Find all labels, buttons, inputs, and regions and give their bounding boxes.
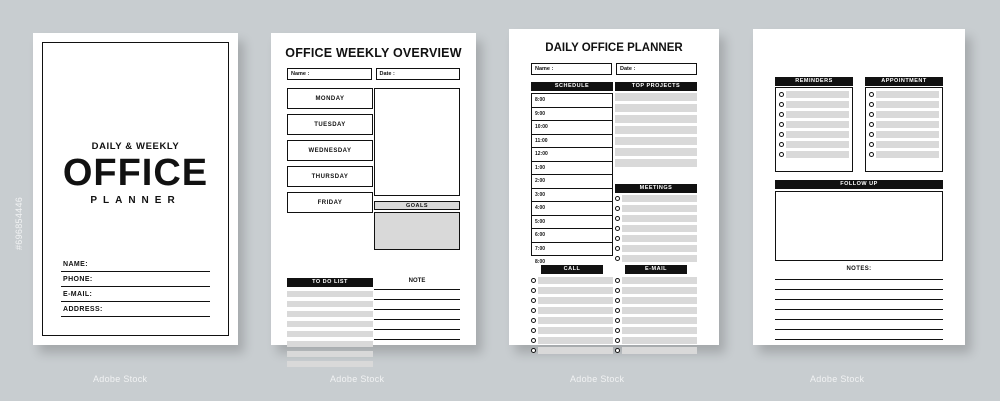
call-row[interactable] <box>531 287 613 294</box>
appointment-row[interactable] <box>869 101 939 108</box>
email-row[interactable] <box>615 347 697 354</box>
checkbox-circle-icon[interactable] <box>779 132 784 137</box>
checkbox-circle-icon[interactable] <box>779 112 784 117</box>
email-line[interactable] <box>622 287 697 294</box>
todo-line[interactable] <box>287 291 373 297</box>
notes-line[interactable] <box>775 309 943 310</box>
meeting-line[interactable] <box>622 205 697 212</box>
appointment-line[interactable] <box>876 151 939 158</box>
note-line[interactable] <box>374 329 460 330</box>
appointment-row[interactable] <box>869 141 939 148</box>
call-line[interactable] <box>538 327 613 334</box>
meeting-row[interactable] <box>615 235 697 242</box>
appointment-row[interactable] <box>869 131 939 138</box>
call-line[interactable] <box>538 307 613 314</box>
checkbox-circle-icon[interactable] <box>615 206 620 211</box>
top-projects-list <box>615 93 697 170</box>
note-label: NOTE <box>408 278 426 284</box>
email-label: E-MAIL <box>625 265 687 274</box>
field-phone[interactable]: PHONE: <box>61 272 210 287</box>
field-name[interactable]: NAME: <box>61 257 210 272</box>
reminder-line[interactable] <box>786 91 849 98</box>
appointment-row[interactable] <box>869 111 939 118</box>
notes-line[interactable] <box>775 299 943 300</box>
reminder-line[interactable] <box>786 141 849 148</box>
cover-fields <box>61 257 210 317</box>
notes-line[interactable] <box>775 329 943 330</box>
goals-box[interactable] <box>374 212 460 250</box>
checkbox-circle-icon[interactable] <box>615 318 620 323</box>
appointment-label: APPOINTMENT <box>865 77 943 86</box>
checkbox-circle-icon[interactable] <box>869 132 874 137</box>
note-lines <box>374 289 460 349</box>
day-wednesday[interactable]: WEDNESDAY <box>287 140 373 161</box>
checkbox-circle-icon[interactable] <box>779 92 784 97</box>
weekly-date-input[interactable]: Date : <box>376 68 461 80</box>
watermark-left: #696854446 <box>14 196 24 250</box>
call-line[interactable] <box>538 337 613 344</box>
top-project-row[interactable] <box>615 137 697 145</box>
cover-title-block <box>33 141 238 206</box>
checkbox-circle-icon[interactable] <box>531 348 536 353</box>
checkbox-circle-icon[interactable] <box>615 308 620 313</box>
daily-name-date <box>531 63 697 75</box>
top-projects-label: TOP PROJECTS <box>615 82 697 91</box>
page-reminders <box>753 29 965 345</box>
schedule-row[interactable]: 8:00 <box>532 94 612 108</box>
schedule-label: SCHEDULE <box>531 82 613 91</box>
goals-label: GOALS <box>374 201 460 210</box>
reminder-row[interactable] <box>779 141 849 148</box>
schedule-row[interactable]: 9:00 <box>532 108 612 122</box>
todo-line[interactable] <box>287 321 373 327</box>
email-line[interactable] <box>622 337 697 344</box>
call-line[interactable] <box>538 277 613 284</box>
note-line[interactable] <box>374 319 460 320</box>
meeting-row[interactable] <box>615 255 697 262</box>
checkbox-circle-icon[interactable] <box>779 102 784 107</box>
checkbox-circle-icon[interactable] <box>779 142 784 147</box>
checkbox-circle-icon[interactable] <box>615 236 620 241</box>
email-row[interactable] <box>615 337 697 344</box>
call-row[interactable] <box>531 317 613 324</box>
notes-label: NOTES: <box>846 266 872 272</box>
checkbox-circle-icon[interactable] <box>869 102 874 107</box>
cover-title: OFFICE <box>62 152 209 194</box>
weekly-day-list <box>287 88 373 218</box>
meeting-line[interactable] <box>622 255 697 262</box>
schedule-row[interactable]: 12:00 <box>532 148 612 162</box>
reminder-line[interactable] <box>786 151 849 158</box>
checkbox-circle-icon[interactable] <box>615 278 620 283</box>
appointment-line[interactable] <box>876 91 939 98</box>
reminder-row[interactable] <box>779 101 849 108</box>
meeting-line[interactable] <box>622 195 697 202</box>
email-row[interactable] <box>615 307 697 314</box>
watermark-bottom-1: Adobe Stock <box>93 374 148 384</box>
email-line[interactable] <box>622 347 697 354</box>
schedule-row[interactable]: 6:00 <box>532 229 612 243</box>
watermark-bottom-2: Adobe Stock <box>330 374 385 384</box>
checkbox-circle-icon[interactable] <box>779 152 784 157</box>
notes-line[interactable] <box>775 279 943 280</box>
checkbox-circle-icon[interactable] <box>615 328 620 333</box>
appointment-row[interactable] <box>869 121 939 128</box>
email-row[interactable] <box>615 277 697 284</box>
daily-title: DAILY OFFICE PLANNER <box>545 42 683 54</box>
checkbox-circle-icon[interactable] <box>615 298 620 303</box>
top-project-row[interactable] <box>615 159 697 167</box>
meeting-line[interactable] <box>622 215 697 222</box>
schedule-row[interactable]: 7:00 <box>532 243 612 257</box>
appointment-line[interactable] <box>876 141 939 148</box>
todo-line[interactable] <box>287 341 373 347</box>
checkbox-circle-icon[interactable] <box>531 288 536 293</box>
checkbox-circle-icon[interactable] <box>615 338 620 343</box>
todo-line[interactable] <box>287 311 373 317</box>
appointment-line[interactable] <box>876 131 939 138</box>
notes-line[interactable] <box>775 319 943 320</box>
checkbox-circle-icon[interactable] <box>531 298 536 303</box>
checkbox-circle-icon[interactable] <box>531 278 536 283</box>
checkbox-circle-icon[interactable] <box>615 256 620 261</box>
checkbox-circle-icon[interactable] <box>869 142 874 147</box>
reminder-line[interactable] <box>786 111 849 118</box>
top-project-row[interactable] <box>615 93 697 101</box>
meeting-row[interactable] <box>615 205 697 212</box>
cover-subtitle: DAILY & WEEKLY <box>91 141 180 152</box>
reminder-line[interactable] <box>786 101 849 108</box>
field-address[interactable]: ADDRESS: <box>61 302 210 317</box>
reminder-row[interactable] <box>779 131 849 138</box>
appointment-list <box>865 87 943 172</box>
top-project-row[interactable] <box>615 126 697 134</box>
schedule-row[interactable]: 8:00 <box>535 259 546 265</box>
call-line[interactable] <box>538 317 613 324</box>
notes-lines <box>775 279 943 349</box>
reminder-line[interactable] <box>786 121 849 128</box>
daily-date-input[interactable]: Date : <box>616 63 697 75</box>
appointment-line[interactable] <box>876 121 939 128</box>
email-line[interactable] <box>622 277 697 284</box>
checkbox-circle-icon[interactable] <box>779 122 784 127</box>
field-email[interactable]: E-MAIL: <box>61 287 210 302</box>
page-daily-planner <box>509 29 719 345</box>
schedule-row[interactable]: 2:00 <box>532 175 612 189</box>
checkbox-circle-icon[interactable] <box>615 196 620 201</box>
checkbox-circle-icon[interactable] <box>615 288 620 293</box>
checkbox-circle-icon[interactable] <box>531 308 536 313</box>
call-row[interactable] <box>531 327 613 334</box>
email-row[interactable] <box>615 327 697 334</box>
meetings-label: MEETINGS <box>615 184 697 193</box>
email-line[interactable] <box>622 327 697 334</box>
appointment-row[interactable] <box>869 91 939 98</box>
top-project-row[interactable] <box>615 148 697 156</box>
checkbox-circle-icon[interactable] <box>615 348 620 353</box>
meetings-list <box>615 195 697 265</box>
reminder-row[interactable] <box>779 111 849 118</box>
meeting-line[interactable] <box>622 245 697 252</box>
checkbox-circle-icon[interactable] <box>615 226 620 231</box>
checkbox-circle-icon[interactable] <box>531 338 536 343</box>
appointment-line[interactable] <box>876 101 939 108</box>
email-row[interactable] <box>615 287 697 294</box>
meeting-line[interactable] <box>622 235 697 242</box>
call-row[interactable] <box>531 297 613 304</box>
todo-line[interactable] <box>287 361 373 367</box>
appointment-row[interactable] <box>869 151 939 158</box>
checkbox-circle-icon[interactable] <box>869 152 874 157</box>
email-line[interactable] <box>622 317 697 324</box>
schedule-row[interactable]: 3:00 <box>532 189 612 203</box>
todo-line[interactable] <box>287 301 373 307</box>
meeting-row[interactable] <box>615 215 697 222</box>
watermark-bottom-3: Adobe Stock <box>570 374 625 384</box>
email-line[interactable] <box>622 297 697 304</box>
email-row[interactable] <box>615 317 697 324</box>
email-row[interactable] <box>615 297 697 304</box>
checkbox-circle-icon[interactable] <box>531 318 536 323</box>
meeting-row[interactable] <box>615 225 697 232</box>
weekly-title: OFFICE WEEKLY OVERVIEW <box>285 46 462 60</box>
meeting-line[interactable] <box>622 225 697 232</box>
note-line[interactable] <box>374 299 460 300</box>
notes-line[interactable] <box>775 339 943 340</box>
notes-line[interactable] <box>775 289 943 290</box>
page-cover <box>33 33 238 345</box>
checkbox-circle-icon[interactable] <box>869 92 874 97</box>
checkbox-circle-icon[interactable] <box>615 216 620 221</box>
call-row[interactable] <box>531 307 613 314</box>
call-line[interactable] <box>538 297 613 304</box>
reminder-row[interactable] <box>779 151 849 158</box>
weekly-name-date <box>287 68 460 80</box>
reminder-row[interactable] <box>779 91 849 98</box>
call-row[interactable] <box>531 337 613 344</box>
schedule-row[interactable]: 4:00 <box>532 202 612 216</box>
schedule-row[interactable]: 1:00 <box>532 162 612 176</box>
call-list <box>531 277 613 357</box>
page-weekly-overview <box>271 33 476 345</box>
weekly-freeform-box[interactable] <box>374 88 460 196</box>
reminder-row[interactable] <box>779 121 849 128</box>
follow-up-box[interactable] <box>775 191 943 261</box>
appointment-line[interactable] <box>876 111 939 118</box>
follow-up-label: FOLLOW UP <box>775 180 943 189</box>
day-tuesday[interactable]: TUESDAY <box>287 114 373 135</box>
reminders-label: REMINDERS <box>775 77 853 86</box>
call-row[interactable] <box>531 277 613 284</box>
day-monday[interactable]: MONDAY <box>287 88 373 109</box>
top-project-row[interactable] <box>615 115 697 123</box>
day-thursday[interactable]: THURSDAY <box>287 166 373 187</box>
day-friday[interactable]: FRIDAY <box>287 192 373 213</box>
call-row[interactable] <box>531 347 613 354</box>
meeting-row[interactable] <box>615 245 697 252</box>
schedule-row[interactable]: 10:00 <box>532 121 612 135</box>
checkbox-circle-icon[interactable] <box>531 328 536 333</box>
checkbox-circle-icon[interactable] <box>615 246 620 251</box>
schedule-row[interactable]: 11:00 <box>532 135 612 149</box>
todo-lines <box>287 291 373 371</box>
note-line[interactable] <box>374 289 460 290</box>
call-line[interactable] <box>538 287 613 294</box>
daily-name-input[interactable]: Name : <box>531 63 612 75</box>
schedule-table <box>531 93 613 265</box>
call-label: CALL <box>541 265 603 274</box>
weekly-name-input[interactable]: Name : <box>287 68 372 80</box>
email-list <box>615 277 697 357</box>
schedule-row[interactable]: 5:00 <box>532 216 612 230</box>
reminder-line[interactable] <box>786 131 849 138</box>
note-line[interactable] <box>374 339 460 340</box>
cover-sub2: PLANNER <box>90 195 181 206</box>
todo-line[interactable] <box>287 331 373 337</box>
note-line[interactable] <box>374 309 460 310</box>
meeting-row[interactable] <box>615 195 697 202</box>
todo-line[interactable] <box>287 351 373 357</box>
checkbox-circle-icon[interactable] <box>869 122 874 127</box>
top-project-row[interactable] <box>615 104 697 112</box>
call-line[interactable] <box>538 347 613 354</box>
checkbox-circle-icon[interactable] <box>869 112 874 117</box>
reminders-list <box>775 87 853 172</box>
todo-label: TO DO LIST <box>287 278 373 287</box>
email-line[interactable] <box>622 307 697 314</box>
watermark-bottom-4: Adobe Stock <box>810 374 865 384</box>
